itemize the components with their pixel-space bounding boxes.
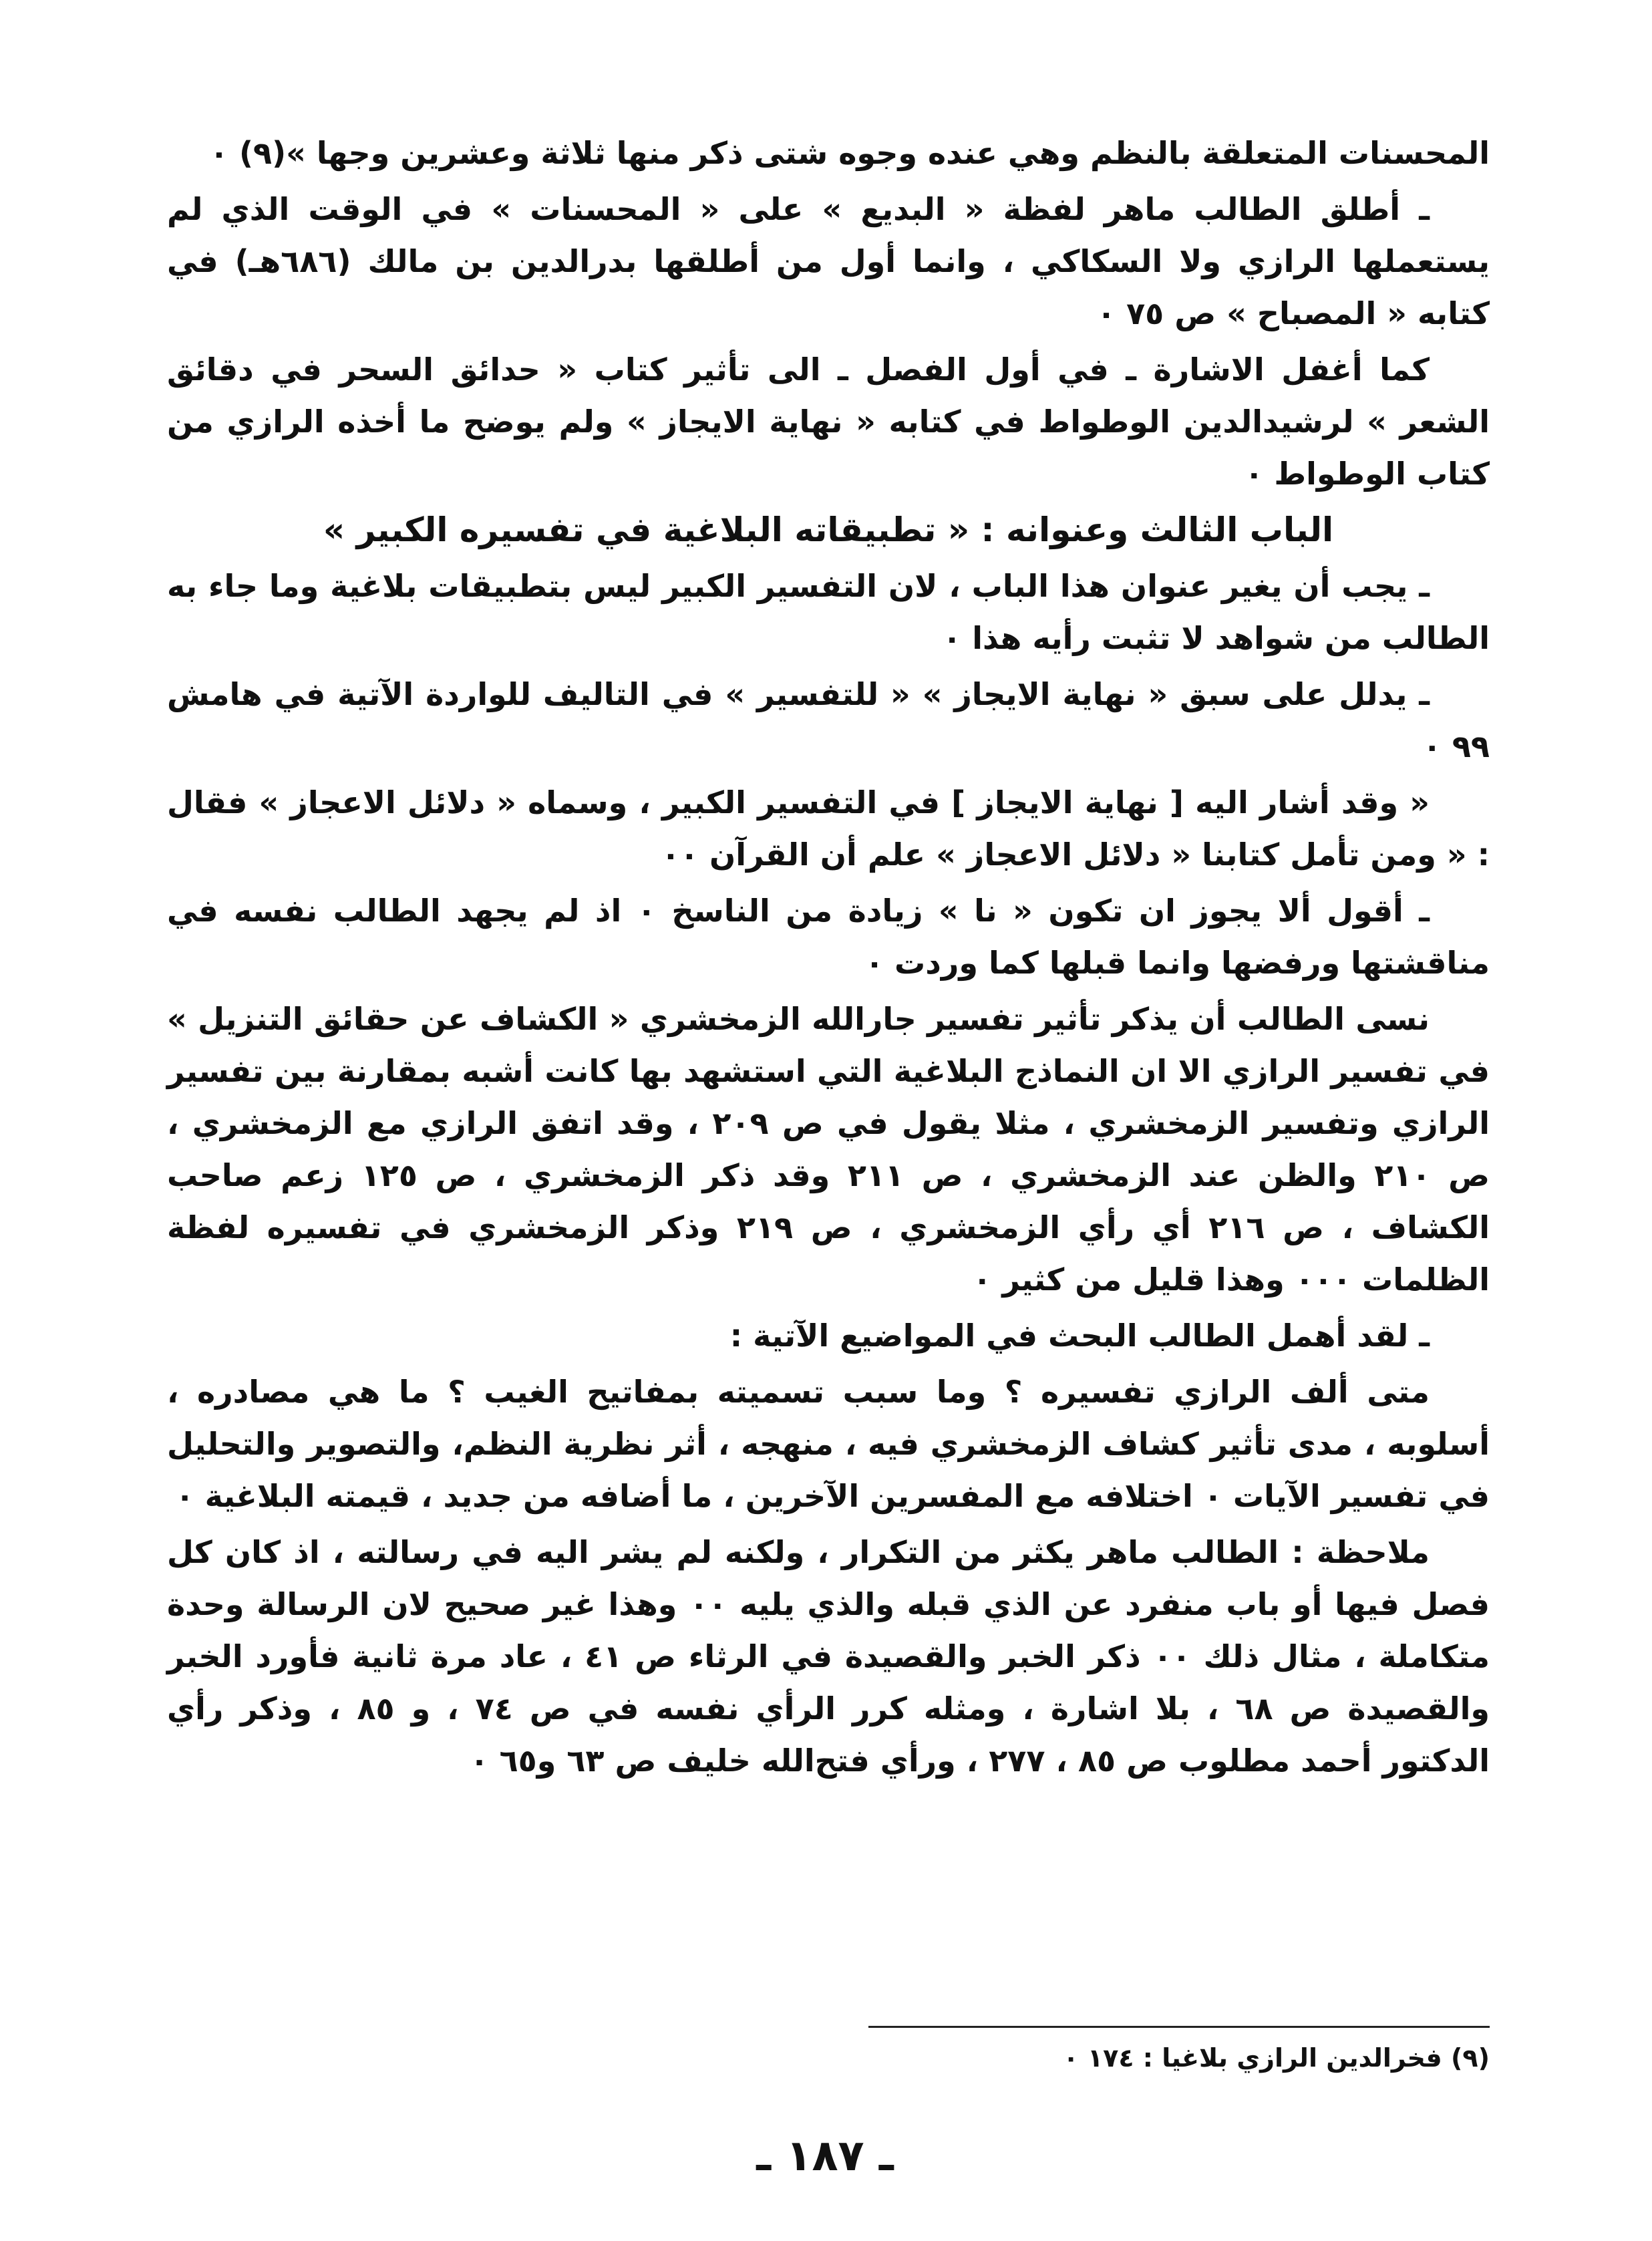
paragraph: ملاحظة : الطالب ماهر يكثر من التكرار ، ولكنه لم يشر اليه في رسالته ، اذ كان كل فصل فيها أو باب منفرد عن الذي قبله والذي يليه ٠٠ وهذا غير صحيح لان الرسالة وحدة متكاملة ، مثال ذلك ٠٠ ذكر الخبر والقصيدة في الرثاء ص ٤١ ، عاد مرة ثانية فأورد الخبر والقصيدة ص ٦٨ ، بلا اشارة ، ومثله كرر الرأي نفسه في ص ٧٤ ، و ٨٥ ، وذكر رأي الدكتور أحمد مطلوب ص ٨٥ ، ٢٧٧ ، ورأي فتح‌الله خليف ص ٦٣ و٦٥ ٠	[167, 1534, 1490, 1779]
section-heading: الباب الثالث وعنوانه : « تطبيقاته البلاغية في تفسيره الكبير »	[323, 510, 1334, 549]
paragraph: ـ لقد أهمل الطالب البحث في المواضيع الآتية :	[729, 1318, 1430, 1354]
paragraph: كما أغفل الاشارة ـ في أول الفصل ـ الى تأثير كتاب « حدائق السحر في دقائق الشعر » لرشيدالدين الوطواط في كتابه « نهاية الايجاز » ولم يوضح ما أخذه الرازي من كتاب الوطواط ٠	[167, 351, 1490, 492]
page-number: ـ ١٨٧ ـ	[756, 2131, 894, 2181]
footnote: (٩) فخرالدين الرازي بلاغيا : ١٧٤ ٠	[1063, 2043, 1490, 2073]
paragraph: « وقد أشار اليه [ نهاية الايجاز ] في التفسير الكبير ، وسماه « دلائل الاعجاز » فقال : « ومن تأمل كتابنا « دلائل الاعجاز » علم أن القرآن ٠٠	[167, 784, 1490, 873]
paragraph: نسى الطالب أن يذكر تأثير تفسير جارالله الزمخشري « الكشاف عن حقائق التنزيل » في تفسير الرازي الا ان النماذج البلاغية التي استشهد بها كانت أشبه بمقارنة بين تفسير الرازي وتفسير الزمخشري ، مثلا يقول في ص ٢٠٩ ، وقد اتفق الرازي مع الزمخشري ، ص ٢١٠ والظن عند الزمخشري ، ص ٢١١ وقد ذكر الزمخشري ، ص ١٢٥ زعم صاحب الكشاف ، ص ٢١٦ أي رأي الزمخشري ، ص ٢١٩ وذكر الزمخشري في تفسيره لفظة الظلمات ٠٠٠ وهذا قليل من كثير ٠	[167, 1001, 1490, 1298]
footnote-divider	[868, 2026, 1490, 2028]
paragraph: ـ يدلل على سبق « نهاية الايجاز » « للتفسير » في التاليف للواردة الآتية في هامش ٩٩ ٠	[167, 676, 1490, 764]
paragraph: ـ أقول ألا يجوز ان تكون « نا » زيادة من الناسخ ٠ اذ لم يجهد الطالب نفسه في مناقشتها ورفضها وانما قبلها كما وردت ٠	[167, 893, 1490, 981]
paragraph: المحسنات المتعلقة بالنظم وهي عنده وجوه شتى ذكر منها ثلاثة وعشرين وجها »(٩) ٠	[209, 135, 1490, 171]
paragraph: متى ألف الرازي تفسيره ؟ وما سبب تسميته بمفاتيح الغيب ؟ ما هي مصادره ، أسلوبه ، مدى تأثير كشاف الزمخشري فيه ، منهجه ، أثر نظرية النظم، والتصوير والتحليل في تفسير الآيات ٠ اختلافه مع المفسرين الآخرين ، ما أضافه من جديد ، قيمته البلاغية ٠	[167, 1374, 1490, 1514]
paragraph: ـ أطلق الطالب ماهر لفظة « البديع » على « المحسنات » في الوقت الذي لم يستعملها الرازي ولا السكاكي ، وانما أول من أطلقها بدرالدين بن مالك (٦٨٦هـ) في كتابه « المصباح » ص ٧٥ ٠	[167, 191, 1490, 331]
paragraph: ـ يجب أن يغير عنوان هذا الباب ، لان التفسير الكبير ليس بتطبيقات بلاغية وما جاء به الطالب من شواهد لا تثبت رأيه هذا ٠	[167, 568, 1490, 656]
main-text	[167, 127, 1490, 1791]
